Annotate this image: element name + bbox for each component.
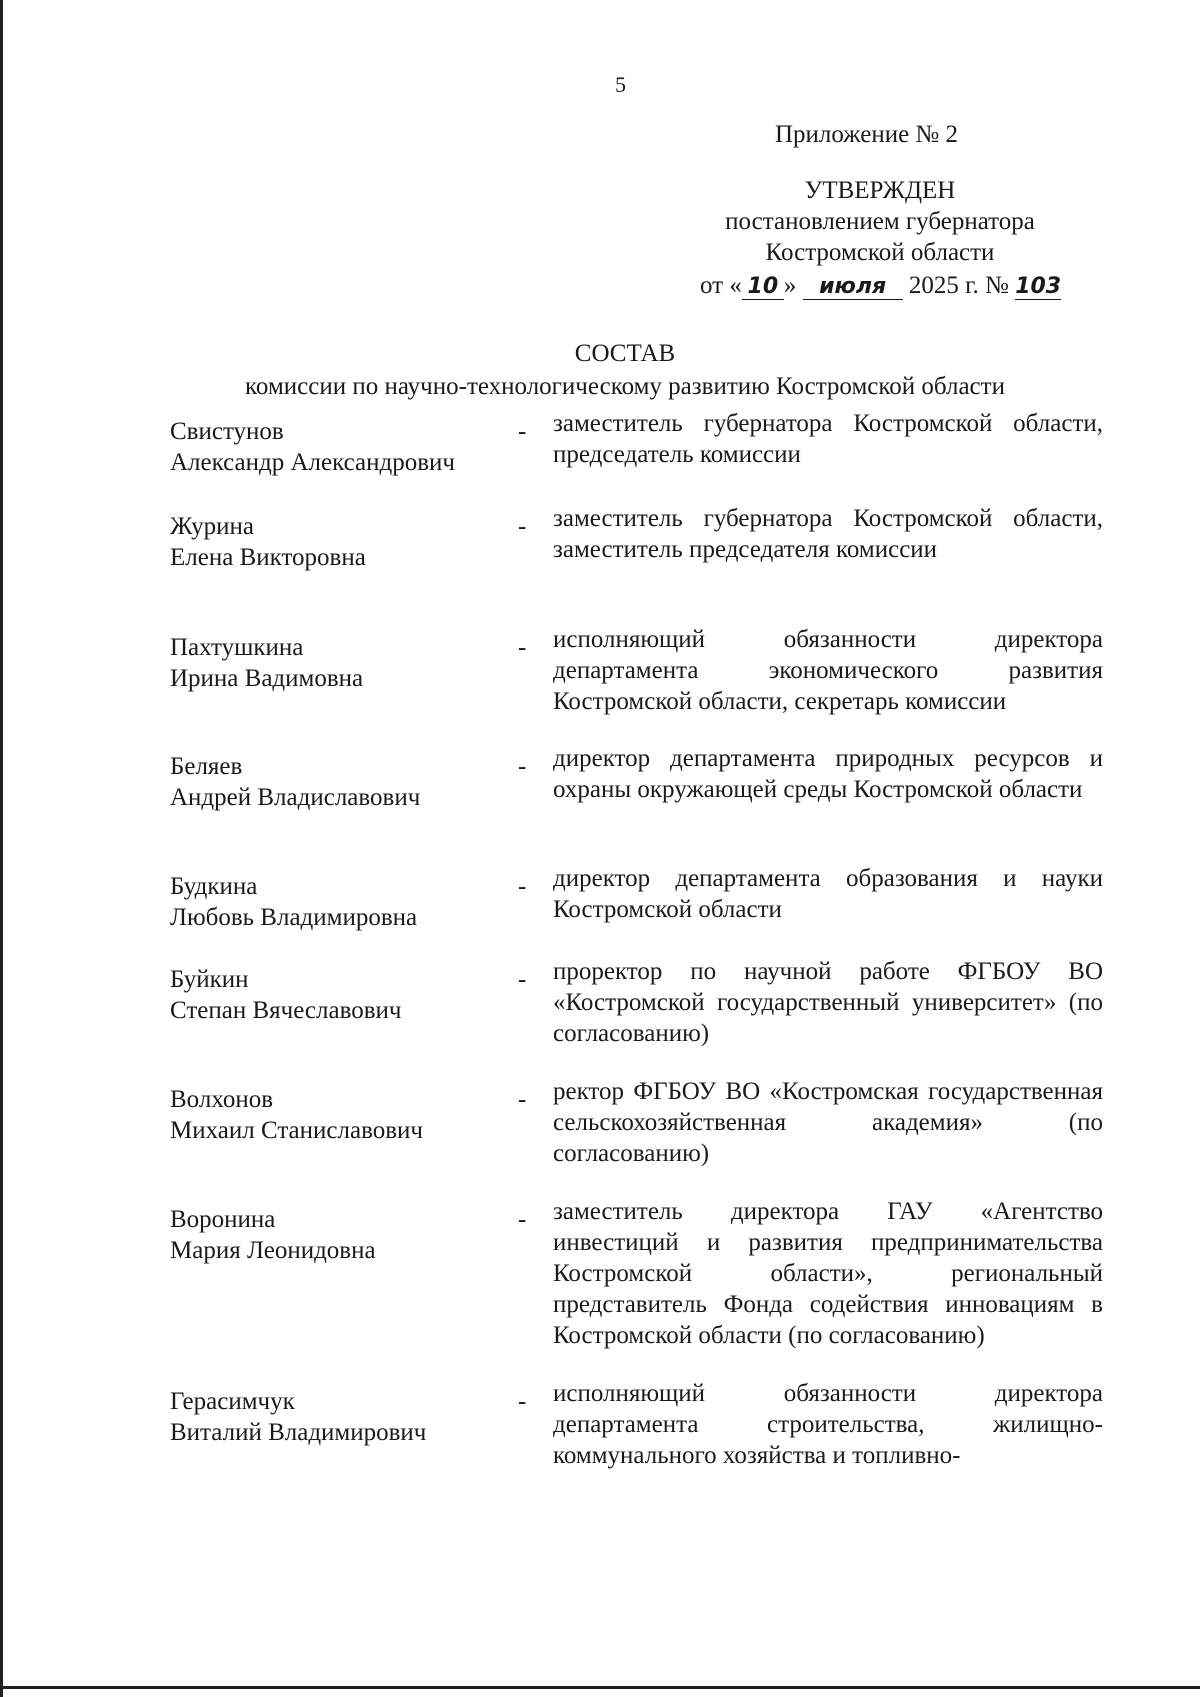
handwritten-day: 10 (742, 275, 784, 300)
member-dash: - (518, 418, 527, 445)
member-surname: Герасимчук (170, 1388, 295, 1415)
member-role: исполняющий обязанности директора департамента строительства, жилищно-коммунального хозяйства и топливно- (553, 1380, 1103, 1469)
member-surname: Буйкин (170, 966, 249, 993)
document-subtitle: комиссии по научно-технологическому развитию Костромской области (245, 373, 1005, 400)
member-surname: Свистунов (170, 418, 284, 445)
member-given-name: Степан Вячеславович (170, 997, 402, 1024)
handwritten-month: июля (803, 275, 903, 300)
member-role: заместитель директора ГАУ «Агентство инвестиций и развития предпринимательства Костромской области», региональный представитель Фонда содействия инновациям в Костромской области (по согласованию) (553, 1198, 1103, 1349)
document-title: СОСТАВ (574, 340, 676, 367)
appendix-label: Приложение № 2 (775, 121, 959, 148)
member-dash: - (518, 513, 527, 540)
member-given-name: Ирина Вадимовна (170, 665, 364, 692)
member-surname: Будкина (170, 873, 258, 900)
member-surname: Беляев (170, 753, 243, 780)
member-role: ректор ФГБОУ ВО «Костромская государственная сельскохозяйственная академия» (по согласованию) (553, 1078, 1103, 1167)
member-role: директор департамента природных ресурсов и охраны окружающей среды Костромской области (553, 745, 1103, 803)
approval-line-1: постановлением губернатора (725, 208, 1035, 235)
scan-edge-bottom (0, 1686, 1200, 1689)
member-dash: - (518, 1206, 527, 1233)
member-role: проректор по научной работе ФГБОУ ВО «Костромской государственный университет» (по согласованию) (553, 958, 1103, 1047)
member-dash: - (518, 634, 527, 661)
member-given-name: Любовь Владимировна (170, 904, 418, 931)
member-role: директор департамента образования и науки Костромской области (553, 865, 1103, 923)
member-surname: Волхонов (170, 1086, 274, 1113)
member-row (170, 1198, 1110, 1349)
member-dash: - (518, 1388, 527, 1415)
page-number: 5 (615, 72, 626, 97)
member-given-name: Елена Викторовна (170, 544, 366, 571)
member-surname: Пахтушкина (170, 634, 304, 661)
member-given-name: Андрей Владиславович (170, 784, 421, 811)
approval-line-2: Костромской области (765, 239, 995, 266)
member-row (170, 1380, 1110, 1508)
member-dash: - (518, 966, 527, 993)
member-given-name: Виталий Владимирович (170, 1419, 427, 1446)
member-given-name: Михаил Станиславович (170, 1117, 423, 1144)
scan-edge-left (0, 0, 3, 1697)
member-role: исполняющий обязанности директора департамента экономического развития Костромской области, секретарь комиссии (553, 626, 1103, 715)
member-row (170, 626, 1110, 754)
date-prefix: от « (700, 272, 742, 299)
member-surname: Журина (170, 513, 255, 540)
member-given-name: Александр Александрович (170, 449, 455, 476)
member-dash: - (518, 753, 527, 780)
member-role: заместитель губернатора Костромской области, заместитель председателя комиссии (553, 505, 1103, 563)
member-row (170, 505, 1110, 633)
handwritten-number: 103 (1015, 274, 1062, 299)
approval-heading: УТВЕРЖДЕН (804, 177, 956, 204)
member-surname: Воронина (170, 1206, 276, 1233)
member-given-name: Мария Леонидовна (170, 1237, 376, 1264)
member-dash: - (518, 873, 527, 900)
date-day-close: » (783, 272, 797, 299)
member-row (170, 958, 1110, 1086)
approval-block (650, 175, 1110, 268)
member-role: заместитель губернатора Костромской области, председатель комиссии (553, 410, 1103, 468)
approval-date (700, 272, 1061, 300)
date-year: 2025 г. № (908, 272, 1009, 299)
member-dash: - (518, 1086, 527, 1113)
member-row (170, 745, 1110, 873)
member-row (170, 1078, 1110, 1206)
